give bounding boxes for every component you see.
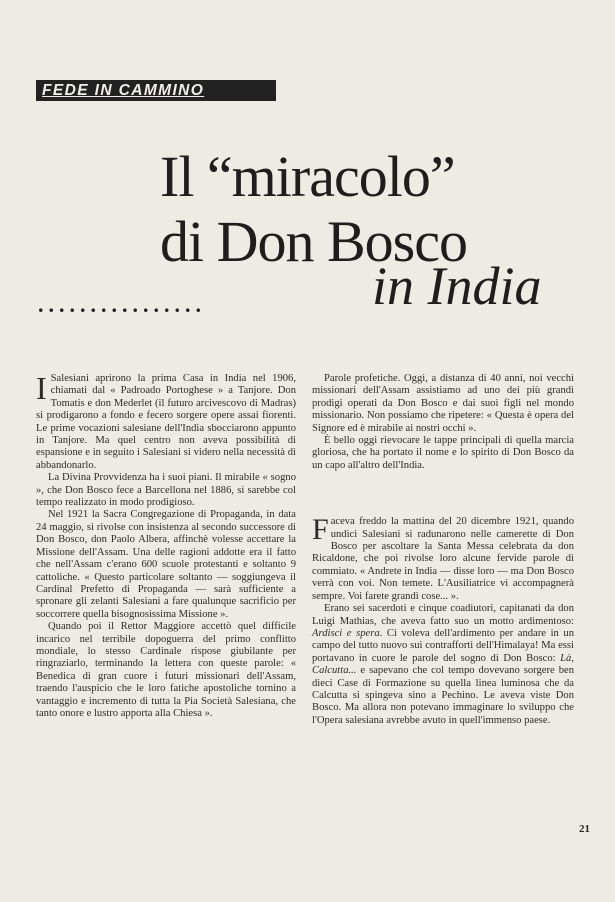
paragraph-text: Salesiani aprirono la prima Casa in India nel 1906, chiamati dal « Padroado Portoghese » a Tanjore. Don Tomatis e don Mederlet (il futuro arcivescovo di Madras) si prodigarono a fondo e fecero sorgere opere assai fiorenti. Le prime vocazioni salesiane dell'India sbocciarono appunto in Tanjore. Ma quel centro non aveva possibilità di espansione e in seguito i Salesiani si videro nella necessità di abbandonarlo.: [36, 373, 296, 471]
paragraph: Parole profetiche. Oggi, a distanza di 40 anni, noi vecchi missionari dell'Assam assistiamo ad uno dei più grandi prodigi operati da Don Bosco e dai suoi figli nel mondo missionario. Non possiamo che ripetere: « Questa è opera del Signore ed è mirabile ai nostri occhi ».: [312, 373, 574, 434]
paragraph: È bello oggi rievocare le tappe principali di quella marcia gloriosa, che ha portato il nome e lo spirito di Don Bosco da un capo all'altro dell'India.: [312, 435, 574, 471]
right-column: [312, 373, 574, 727]
quote-italic: Là, Calcutta...: [312, 652, 574, 677]
drop-cap: F: [312, 513, 329, 547]
text-run: e sapevano che col tempo dovevano sorgere ben dieci Case di Formazione su quella linea luminosa che da Calcutta si spingeva sino a Pechino. Le aveva viste Don Bosco. Ma allora non potevano immaginare lo sviluppo che l'Opera salesiana avrebbe avuto in quell'immenso paese.: [312, 665, 574, 726]
section-label: FEDE IN CAMMINO: [42, 82, 205, 99]
title-line-2: di Don Bosco: [160, 209, 467, 274]
section-banner: [36, 80, 276, 101]
text-run: . Ci voleva dell'ardimento per andare in un campo del tutto nuovo sui contrafforti dell'Himalaya! Ma essi portavano in cuore le parole del sogno di Don Bosco:: [312, 627, 574, 664]
paragraph: [312, 513, 574, 603]
paragraph: [36, 370, 296, 472]
paragraph: [312, 603, 574, 727]
paragraph-text: aceva freddo la mattina del 20 dicembre 1921, quando undici Salesiani si radunarono nelle camerette di Don Bosco per ascoltare la Santa Messa celebrata da don Ricaldone, che poi rivolse loro alcune fervide parole di commiato. « Andrete in India — disse loro — ma Don Bosco verrà con voi. Non temete. L'Ausiliatrice vi accompagnerà sempre. Voi farete grandi cose... ».: [312, 516, 574, 602]
drop-cap: I: [36, 370, 47, 406]
title-dots: ................: [38, 292, 206, 317]
left-column: [36, 370, 296, 720]
title-line-1: Il “miracolo”: [160, 144, 455, 209]
page-number: 21: [579, 823, 590, 835]
paragraph: La Divina Provvidenza ha i suoi piani. Il mirabile « sogno », che Don Bosco fece a Barcellona nel 1886, si sarebbe col tempo realizzato in modo prodigioso.: [36, 472, 296, 509]
paragraph: Quando poi il Rettor Maggiore accettò quel difficile incarico nel terribile dopoguerra del primo conflitto mondiale, lo stesso Cardinale rispose giubilante per ringraziarlo, terminando la lettera con queste parole: « Benedica di gran cuore i futuri missionari dell'Assam, traendo l'auspicio che le loro fatiche apostoliche tornino a vantaggio e incremento di tutta la Pia Società Salesiana, che tanto onore e lustro apporta alla Chiesa ».: [36, 621, 296, 719]
section-gap: [312, 472, 574, 516]
motto-italic: Ardisci e spera: [312, 627, 380, 639]
text-run: Erano sei sacerdoti e cinque coadiutori, capitanati da don Luigi Mathias, che aveva fatto suo un motto ardimentoso:: [312, 603, 574, 627]
title-line-3: in India: [372, 256, 542, 316]
paragraph: Nel 1921 la Sacra Congregazione di Propaganda, in data 24 maggio, si rivolse con insistenza al secondo successore di Don Bosco, don Paolo Albera, affinchè volesse accettare la Missione dell'Assam. Una delle ragioni addotte era il fatto che nell'Assam c'erano 600 scuole protestanti e soltanto 9 cattoliche. « Questo particolare soltanto — soggiungeva il Cardinal Prefetto di Propaganda — sarà sufficiente a spronare gli zelanti Salesiani a fare qualunque sacrificio per soccorrere quella bisognosissima Missione ».: [36, 509, 296, 620]
